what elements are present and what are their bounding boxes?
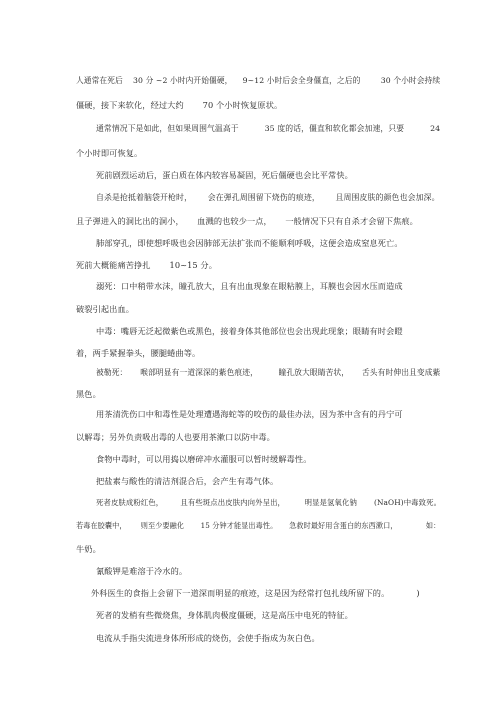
text-line: 氰酸钾是难溶于冷水的。: [96, 566, 188, 576]
text-line: 电流从手指尖流进身体所形成的烧伤，会使手指成为灰白色。: [96, 633, 320, 643]
text-line: 食物中毒时，可以用捣以磨碎冲水灌服可以暂时缓解毒性。: [96, 454, 312, 464]
text-line: 把盐素与酸性的清洁剂混合后，会产生有毒气体。: [96, 476, 279, 486]
text-line: 溺死：口中稍带水沫，瞳孔放大，且有出血现象在眼粘膜上，耳膜也会因水压而造成: [96, 281, 403, 291]
text-line: 黑色。: [76, 389, 101, 399]
text-line: 且子弹进入的洞比出的洞小， 血溅的也较少一点， 一般情况下只有自杀才会留下焦痕。: [76, 216, 418, 226]
text-line: 个小时即可恢复。: [76, 148, 143, 158]
text-line: 用茶清洗伤口中和毒性是处理遭遇海蛇等的咬伤的最佳办法，因为茶中含有的丹宁可: [96, 409, 403, 419]
text-line: 自杀是抢抵着脑袋开枪时， 会在弹孔周围留下烧伤的痕迹， 且周围皮肤的颜色也会加深。: [96, 193, 440, 202]
text-line: 中毒：嘴唇无泛起微紫色或黑色，接着身体其他部位也会出现此现象；眼睛有时会瞪: [96, 326, 403, 336]
text-line: 着，两手紧握拳头，腰腿蜷曲等。: [76, 348, 201, 358]
text-line: 死前大概能痛苦挣扎 10~15 分。: [76, 260, 217, 270]
text-line: 肺部穿孔，即使想呼吸也会因肺部无法扩张而不能顺利呼吸，这便会造成窒息死亡。: [96, 238, 403, 248]
text-line: 死者皮肤成粉红色， 且有些斑点出皮肤内向外呈出， 明显是氢氧化钠 (NaOH)中毒致死。: [96, 498, 442, 507]
text-line: 通常情况下是如此，但如果周围气温高于 35 度的话，僵直和软化都会加速，只要 24: [96, 124, 441, 133]
text-line: 死者的发梢有些微烧焦，身体肌肉极度僵硬，这是高压中电死的特征。: [96, 610, 353, 620]
text-line: 被勒死： 喉部明显有一道深深的紫色痕迹， 瞳孔放大眼睛苦状， 舌头有时伸出且变成紫: [96, 368, 441, 377]
text-line: 以解毒；另外负责吸出毒的人也要用茶漱口以防中毒。: [76, 432, 275, 442]
text-line: 人通常在死后 30 分 ~2 小时内开始僵硬， 9~12 小时后会全身僵直，之后的 30 个小时会持续: [76, 76, 441, 85]
text-line: 外科医生的食指上会留下一道深而明显的痕迹，这是因为经常打包扎线所留下的。 ): [91, 588, 420, 598]
text-line: 牛奶。: [76, 544, 101, 554]
text-line: 死前剧烈运动后，蛋白质在体内较容易凝固，死后僵硬也会比平常快。: [96, 170, 353, 180]
text-line: 破裂引起出血。: [76, 304, 135, 314]
text-line: 僵硬，接下来软化，经过大约 70 个小时恢复原状。: [76, 100, 283, 110]
text-line: 若毒在胶囊中， 则至少要融化 15 分钟才能显出毒性。 急救时最好用含蛋白的东西漱口， 如：: [76, 521, 441, 530]
